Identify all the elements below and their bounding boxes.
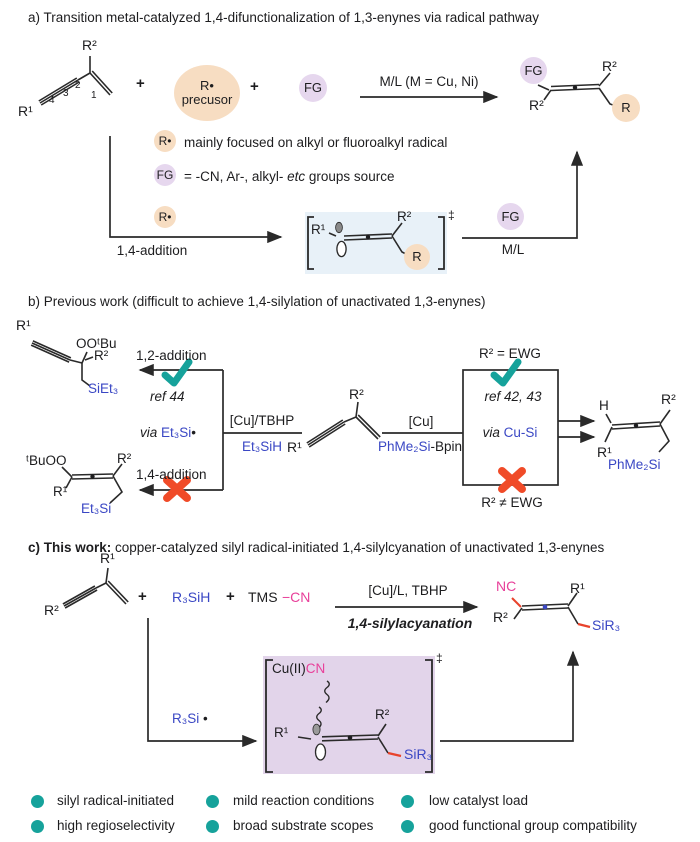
highlight-item: mild reaction conditions (233, 793, 375, 808)
bullet-icon (206, 795, 219, 808)
b-12addition-label: 1,2-addition (136, 348, 207, 363)
double-dagger: ‡ (436, 651, 443, 665)
a-addition-label: 1,4-addition (116, 243, 188, 258)
bullet-icon (31, 795, 44, 808)
b-via-right (483, 425, 538, 440)
b-enyne-structure (307, 402, 380, 447)
a-product-r-badge: R (612, 94, 640, 122)
c-silane: R₃SiH (172, 589, 211, 605)
a-product-fg-badge: FG (520, 57, 547, 84)
c-enyne-r2: R² (44, 602, 59, 618)
b-box-ewg-bottom: R² ≠ EWG (481, 495, 543, 510)
double-dagger: ‡ (448, 208, 455, 222)
b-product-si: PhMe₂Si (608, 457, 661, 472)
check-icon (165, 362, 189, 383)
b-left-conditions-bottom: Et₃SiH (241, 439, 283, 454)
b-enyne-r2: R² (349, 386, 364, 402)
a-arrow-conditions: M/L (M = Cu, Ni) (379, 74, 479, 89)
a-addition-arrow (110, 136, 281, 237)
c-silyl-radical: R₃Si (172, 711, 200, 726)
bullet-icon (31, 820, 44, 833)
radical-precursor-line1: R• (200, 78, 214, 94)
b-left-conditions-top: [Cu]/TBHP (229, 413, 295, 428)
radical-dot: • (203, 711, 208, 726)
panel-b-title: b) Previous work (difficult to achieve 1,4-silylation of unactivated 1,3-enynes) (28, 294, 486, 309)
a-enyne-r1: R¹ (18, 103, 33, 119)
b-via-species: Et₃Si (161, 425, 192, 440)
b-right-conditions-bottom (378, 439, 462, 454)
b-ref4243: ref 42, 43 (484, 389, 542, 404)
b-bpin: -Bpin (430, 439, 463, 454)
c-ts-cu: Cu(II) (272, 661, 306, 676)
a-addition-radical-badge: R• (154, 206, 176, 228)
b-product-r2: R² (661, 391, 676, 407)
c-tmscn-cn: −CN (282, 589, 311, 605)
c-silyl-radical-label (172, 711, 208, 726)
a-ts-r1: R¹ (311, 222, 326, 237)
panel-a-title: a) Transition metal-catalyzed 1,4-difunctionalization of 1,3-enynes via radical pathway (28, 10, 540, 25)
a-fg-step-label: M/L (501, 242, 525, 257)
a-ts-r2: R² (397, 209, 412, 224)
b12-ootbu: OOᵗBu (76, 336, 117, 351)
b-right-conditions-top: [Cu] (408, 414, 434, 429)
c-ts-si: SiR₃ (404, 746, 433, 762)
plus-sign: + (138, 588, 147, 605)
b14-et3si: Et₃Si (81, 501, 112, 516)
a-enyne-c1: 1 (91, 90, 97, 101)
bullet-icon (401, 795, 414, 808)
b-14-product-structure (62, 464, 122, 503)
a-enyne-c2: 2 (75, 80, 81, 91)
b-cusi: Cu-Si (503, 425, 538, 440)
c-ts-cn: CN (305, 661, 326, 676)
highlight-item: silyl radical-initiated (57, 793, 175, 808)
b-via-word: via (482, 425, 504, 440)
a-enyne-c3: 3 (63, 88, 69, 99)
radical-precursor-line2: precusor (181, 92, 233, 107)
bullet-icon (401, 820, 414, 833)
a-product-r2-top: R² (602, 58, 617, 74)
a-note-fg-post: groups source (305, 169, 395, 184)
a-note-fg-badge: FG (154, 164, 176, 186)
highlight-item: low catalyst load (429, 793, 529, 808)
c-product-r2: R² (493, 609, 508, 625)
c-tms: TMS (248, 589, 278, 605)
b-product-h: H (599, 398, 609, 413)
b-box-ewg-top: R² = EWG (479, 346, 541, 361)
panel-c-title-rest: copper-catalyzed silyl radical-initiated 1,4-silylcyanation of unactivated 1,3-enynes (111, 540, 605, 555)
b14-r2: R² (117, 451, 132, 466)
c-ts-cucn (272, 661, 325, 676)
b-14addition-label: 1,4-addition (136, 467, 207, 482)
c-ts-r2: R² (375, 707, 390, 722)
a-ts-r-badge: R (404, 244, 430, 270)
b-silylborane: PhMe₂Si (377, 439, 431, 454)
radical-dot: • (191, 425, 197, 440)
c-product-structure (512, 593, 590, 627)
b-ref44: ref 44 (150, 389, 185, 404)
c-ts-r1: R¹ (274, 725, 289, 740)
c-arrow-conditions: [Cu]/L, TBHP (368, 583, 448, 598)
a-product-r2-bottom: R² (529, 97, 544, 113)
b-via-word: via (140, 425, 162, 440)
c-ts-exit-arrow (440, 652, 573, 741)
a-fg-step-badge: FG (497, 203, 524, 230)
c-product-si: SiR₃ (592, 617, 621, 633)
plus-sign: + (136, 75, 145, 92)
b-enyne-r1: R¹ (287, 439, 302, 455)
a-note-radical-text: mainly focused on alkyl or fluoroalkyl radical (184, 135, 448, 150)
check-icon (494, 362, 518, 383)
a-note-fg-etc: etc (287, 169, 306, 184)
bullet-icon (206, 820, 219, 833)
a-note-fg-text (184, 169, 394, 184)
highlight-item: high regioselectivity (57, 818, 175, 833)
b-via-left (140, 425, 196, 440)
c-arrow-reaction-name: 1,4-silylacyanation (347, 615, 473, 631)
a-enyne-r2: R² (82, 37, 97, 53)
c-enyne-r1: R¹ (100, 550, 115, 566)
highlight-item: broad substrate scopes (233, 818, 374, 833)
b-product-structure (605, 410, 670, 452)
fg-badge: FG (299, 74, 327, 102)
b12-r2: R² (94, 348, 109, 363)
b12-r1: R¹ (16, 317, 31, 333)
panel-c-title-bold: c) This work: (28, 540, 112, 555)
a-note-fg-pre: = -CN, Ar-, alkyl- (184, 169, 288, 184)
b14-tbuoo: ᵗBuOO (26, 453, 67, 468)
c-product-r1: R¹ (570, 580, 585, 596)
a-enyne-c4: 4 (49, 95, 55, 106)
cross-icon (502, 471, 522, 489)
cross-icon (167, 480, 187, 498)
plus-sign: + (226, 588, 235, 605)
c-product-nc: NC (496, 578, 517, 594)
plus-sign: + (250, 78, 259, 95)
b-product-r1: R¹ (597, 444, 612, 460)
radical-precursor-badge (174, 65, 240, 121)
b12-siet3: SiEt₃ (88, 381, 119, 396)
c-enyne-structure (63, 568, 128, 608)
a-note-radical-badge: R• (154, 130, 176, 152)
b14-r1: R¹ (53, 484, 68, 499)
highlight-item: good functional group compatibility (429, 818, 637, 833)
